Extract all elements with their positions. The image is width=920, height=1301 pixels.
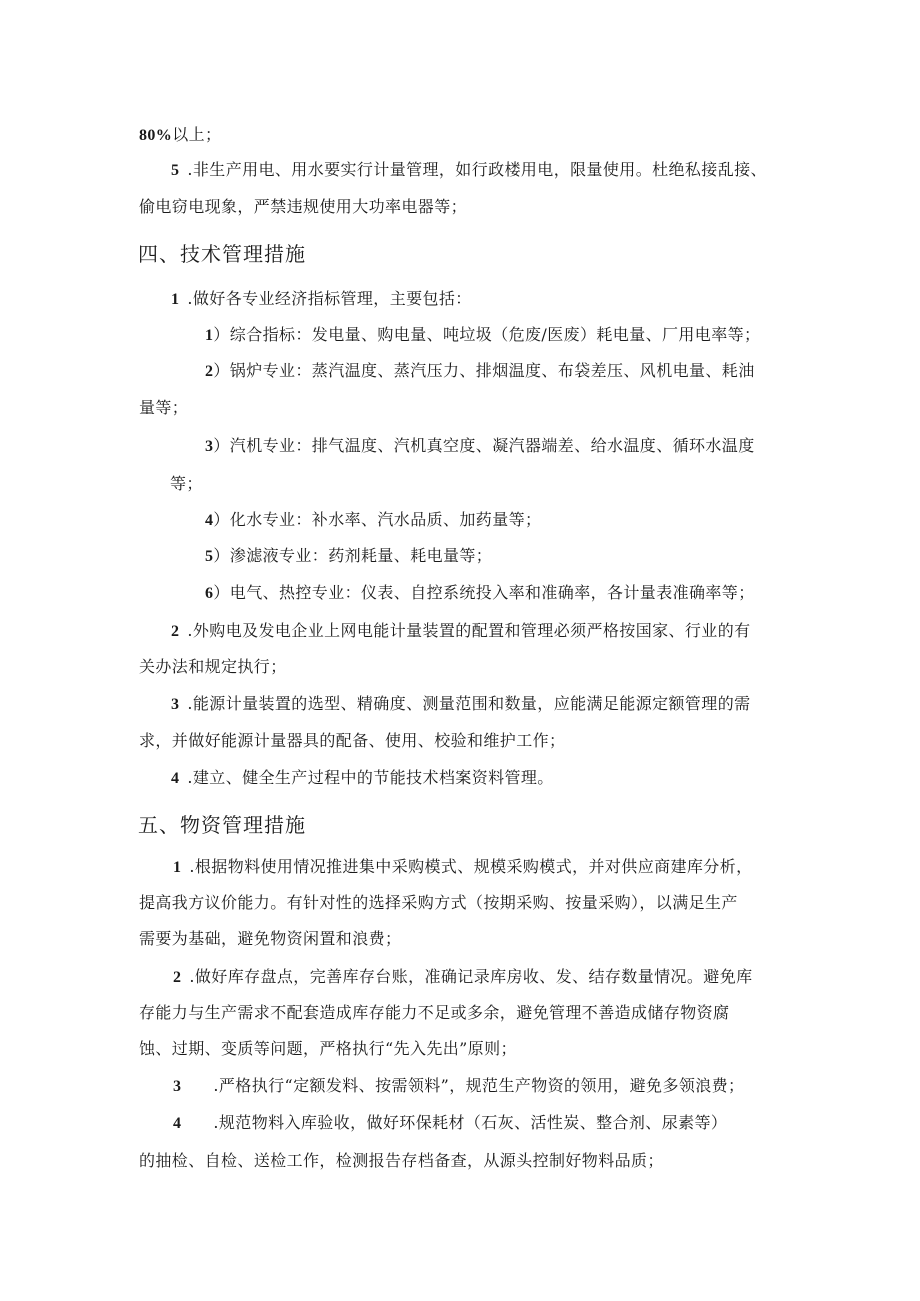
sub-item-2 [205, 360, 755, 383]
item-text: .能源计量装置的选型、精确度、测量范围和数量，应能满足能源定额管理的需 [187, 694, 751, 713]
sub-item-text: ）综合指标：发电量、购电量、吨垃圾（危废/医废）耗电量、厂用电率等； [213, 325, 761, 344]
sub-item-number: 3 [205, 438, 214, 455]
sub-item-text: ）汽机专业：排气温度、汽机真空度、凝汽器端差、给水温度、循环水温度 [213, 436, 755, 455]
item-number: 3 [173, 1078, 182, 1095]
item-text-cont: 关办法和规定执行； [139, 657, 287, 676]
item-text-cont: 蚀、过期、变质等问题，严格执行“先入先出”原则； [139, 1039, 517, 1058]
sub-item-4 [205, 509, 541, 532]
list-item-3 [173, 1075, 744, 1098]
list-item-2 [173, 966, 753, 989]
sub-item-number: 4 [205, 512, 214, 529]
section-heading-5: 五、物资管理措施 [138, 813, 306, 837]
paragraph-line [139, 124, 221, 147]
paragraph-line [139, 928, 401, 950]
sub-item-text-cont: 量等； [139, 398, 189, 417]
item-text: .外购电及发电企业上网电能计量装置的配置和管理必须严格按国家、行业的有 [187, 621, 751, 640]
percent-value: 80% [139, 127, 173, 144]
paragraph-line [139, 892, 738, 914]
item-number: 5 [171, 162, 180, 179]
list-item-3 [171, 693, 751, 716]
paragraph-line [139, 1038, 517, 1060]
item-number: 1 [171, 291, 180, 308]
sub-item-number: 5 [205, 548, 214, 565]
item-text: .非生产用电、用水要实行计量管理，如行政楼用电，限量使用。杜绝私接乱接、 [187, 160, 767, 179]
paragraph-line [139, 1150, 664, 1172]
sub-item-6 [205, 582, 755, 605]
item-text: .建立、健全生产过程中的节能技术档案资料管理。 [187, 768, 554, 787]
item-text: .做好库存盘点，完善库存台账，准确记录库房收、发、结存数量情况。避免库 [189, 967, 753, 986]
item-text-cont: 提高我方议价能力。有针对性的选择采购方式（按期采购、按量采购），以满足生产 [139, 893, 738, 912]
item-number: 4 [173, 1115, 182, 1132]
sub-item-text: ）渗滤液专业：药剂耗量、耗电量等； [213, 546, 493, 565]
paragraph-line [139, 196, 467, 218]
item-number: 1 [173, 859, 182, 876]
item-number: 4 [171, 770, 180, 787]
sub-item-number: 6 [205, 585, 214, 602]
item-number: 2 [171, 623, 180, 640]
paragraph-line [139, 397, 188, 419]
item-text: .规范物料入库验收，做好环保耗材（石灰、活性炭、整合剂、尿素等） [213, 1113, 728, 1132]
list-item-4 [171, 767, 554, 790]
item-text-cont: 求，并做好能源计量器具的配备、使用、校验和维护工作； [139, 731, 566, 750]
sub-item-number: 1 [205, 327, 214, 344]
list-item-2 [171, 620, 751, 643]
sub-item-text: ）电气、热控专业：仪表、自控系统投入率和准确率，各计量表准确率等； [213, 583, 755, 602]
paragraph-line [170, 473, 203, 495]
sub-item-1 [205, 324, 760, 347]
item-number: 2 [173, 969, 182, 986]
item-text-cont: 偷电窃电现象，严禁违规使用大功率电器等； [139, 197, 468, 216]
list-item-5 [171, 159, 767, 182]
list-item-1 [173, 856, 753, 879]
sub-item-text: ）锅炉专业：蒸汽温度、蒸汽压力、排烟温度、布袋差压、风机电量、耗油 [213, 361, 755, 380]
list-item-1 [171, 288, 472, 311]
sub-item-3 [205, 435, 755, 458]
item-text-cont: 存能力与生产需求不配套造成库存能力不足或多余，避免管理不善造成储存物资腐 [139, 1003, 730, 1022]
sub-item-number: 2 [205, 363, 214, 380]
paragraph-line [139, 730, 565, 752]
item-text: .做好各专业经济指标管理，主要包括： [187, 289, 472, 308]
item-text-cont: 的抽检、自检、送检工作，检测报告存档备查，从源头控制好物料品质； [139, 1151, 664, 1170]
sub-item-5 [205, 545, 492, 568]
item-text: .严格执行“定额发料、按需领料”，规范生产物资的领用，避免多领浪费； [213, 1076, 745, 1095]
paragraph-line [139, 1002, 729, 1024]
item-number: 3 [171, 696, 180, 713]
section-heading-4: 四、技术管理措施 [138, 242, 306, 266]
list-item-4 [173, 1112, 727, 1135]
sub-item-text-cont: 等； [170, 474, 203, 493]
line-text: 以上； [172, 125, 222, 144]
item-text-cont: 需要为基础，避免物资闲置和浪费； [139, 929, 402, 948]
paragraph-line [139, 656, 287, 678]
item-text: .根据物料使用情况推进集中采购模式、规模采购模式，并对供应商建库分析， [189, 857, 753, 876]
sub-item-text: ）化水专业：补水率、汽水品质、加药量等； [213, 510, 542, 529]
